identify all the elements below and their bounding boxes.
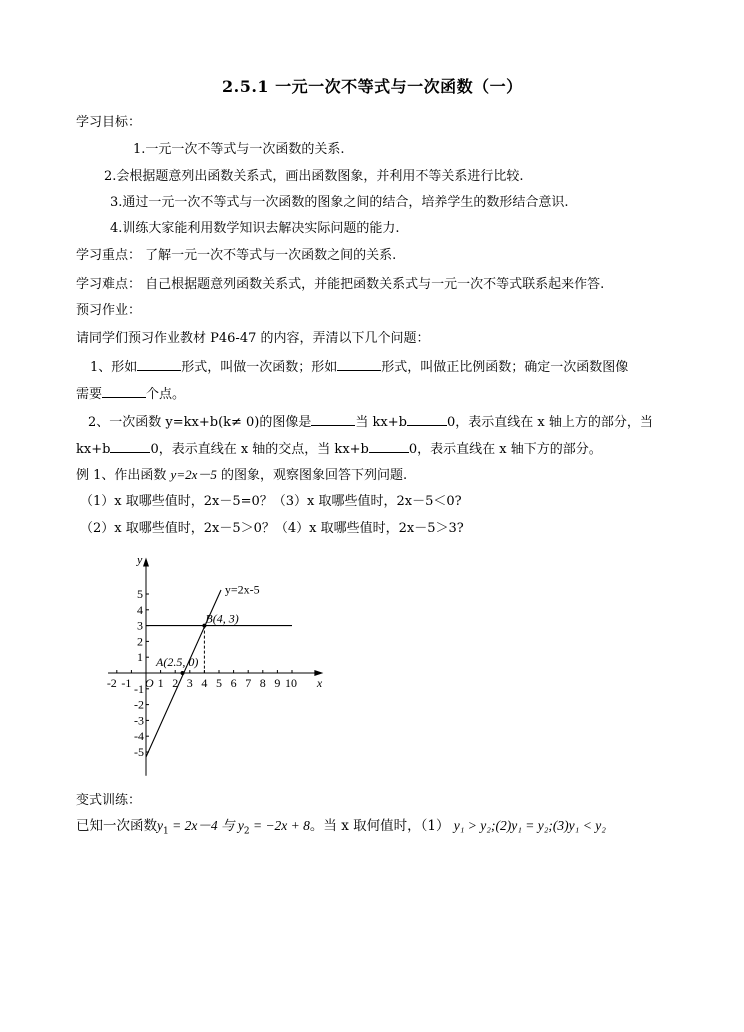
y-tick-label: -3 [134, 713, 144, 728]
objective-item: 2.会根据题意列出函数关系式，画出函数图象，并利用不等关系进行比较. [104, 169, 524, 184]
key-point: 学习重点： 了解一元一次不等式与一次函数之间的关系. [76, 248, 397, 263]
x-axis-label: x [316, 676, 323, 690]
y-axis-label: y [137, 552, 143, 567]
question-2-line-1: 2、一次函数 y=kx+b(k≠ 0)的图像是 当 kx+b 0，表示直线在 x 轴上方的部分，当 [88, 412, 653, 432]
x-tick-label: 7 [245, 676, 252, 690]
y-tick-label: -5 [134, 745, 144, 759]
blank[interactable] [102, 384, 146, 398]
x-tick-label: 6 [230, 676, 237, 690]
blank[interactable] [337, 357, 381, 371]
variant-question: 已知一次函数$y_1 = 2x-4$ 与 $y_2 = -2x + 8$。当 x 取何值时，（1） y₁ > y₂;(2)y₁ = y₂;(3)y₁ < y₂ [76, 818, 606, 837]
blank[interactable] [137, 357, 181, 371]
function-graph [106, 548, 340, 778]
y-tick-label: -4 [134, 729, 144, 744]
x-tick-label: 5 [216, 676, 222, 690]
difficulty: 学习难点： 自己根据题意列函数关系式，并能把函数关系式与一元一次不等式联系起来作答. [76, 277, 605, 292]
example-title: 例 1、作出函数 y=2x－5 的图象，观察图象回答下列问题. [76, 467, 408, 483]
y-tick-label: 4 [137, 602, 143, 617]
x-tick-label: 10 [285, 676, 297, 690]
question-1-line-1: 1、形如 形式，叫做一次函数；形如 形式，叫做正比例函数；确定一次函数图像 [90, 357, 628, 377]
y-tick-label: 3 [137, 618, 143, 633]
objective-item: 3.通过一元一次不等式与一次函数的图象之间的结合，培养学生的数形结合意识. [110, 195, 569, 210]
point-b-label: B(4, 3) [205, 611, 239, 626]
x-tick-label: -2 [106, 676, 117, 690]
objective-item: 1.一元一次不等式与一次函数的关系. [133, 142, 345, 157]
x-tick-label: 4 [201, 676, 208, 690]
y-tick-label: 1 [137, 650, 143, 665]
page-title: 2.5.1 一元一次不等式与一次函数（一） [222, 77, 523, 96]
blank[interactable] [311, 412, 355, 426]
blank[interactable] [369, 439, 409, 453]
y-tick-label: 5 [137, 587, 143, 601]
preview-heading: 预习作业： [76, 303, 142, 318]
x-tick-label: 3 [186, 676, 193, 690]
example-question-row: （1）x 取哪些值时，2x－5=0？（3）x 取哪些值时，2x－5＜0? [80, 494, 462, 509]
y-axis-arrow [143, 558, 149, 567]
example-question-row: （2）x 取哪些值时，2x－5＞0？（4）x 取哪些值时，2x－5＞3? [80, 521, 464, 536]
x-tick-label: -1 [121, 676, 132, 690]
blank[interactable] [407, 412, 447, 426]
x-tick-label: 2 [172, 676, 179, 690]
y-tick-label: 2 [137, 634, 143, 649]
question-1-line-2: 需要 个点。 [76, 384, 185, 404]
x-tick-label: 9 [274, 676, 281, 690]
variant-heading: 变式训练： [76, 793, 142, 808]
x-tick-label: 1 [157, 676, 164, 690]
objectives-heading: 学习目标： [76, 115, 142, 130]
y-tick-label: -2 [134, 697, 144, 712]
point-a [181, 671, 185, 675]
objective-item: 4.训练大家能利用数学知识去解决实际问题的能力. [110, 221, 400, 236]
preview-intro: 请同学们预习作业教材 P46-47 的内容，弄清以下几个问题： [76, 331, 430, 346]
blank[interactable] [110, 439, 150, 453]
y-tick-label: -1 [134, 681, 144, 696]
line-label: y=2x-5 [224, 582, 260, 597]
x-tick-label: 8 [259, 676, 266, 690]
question-2-line-2: kx+b 0，表示直线在 x 轴的交点，当 kx+b 0，表示直线在 x 轴下方的部分。 [76, 439, 602, 459]
point-a-label: A(2.5, 0) [156, 655, 199, 669]
origin-label: O [145, 676, 154, 690]
